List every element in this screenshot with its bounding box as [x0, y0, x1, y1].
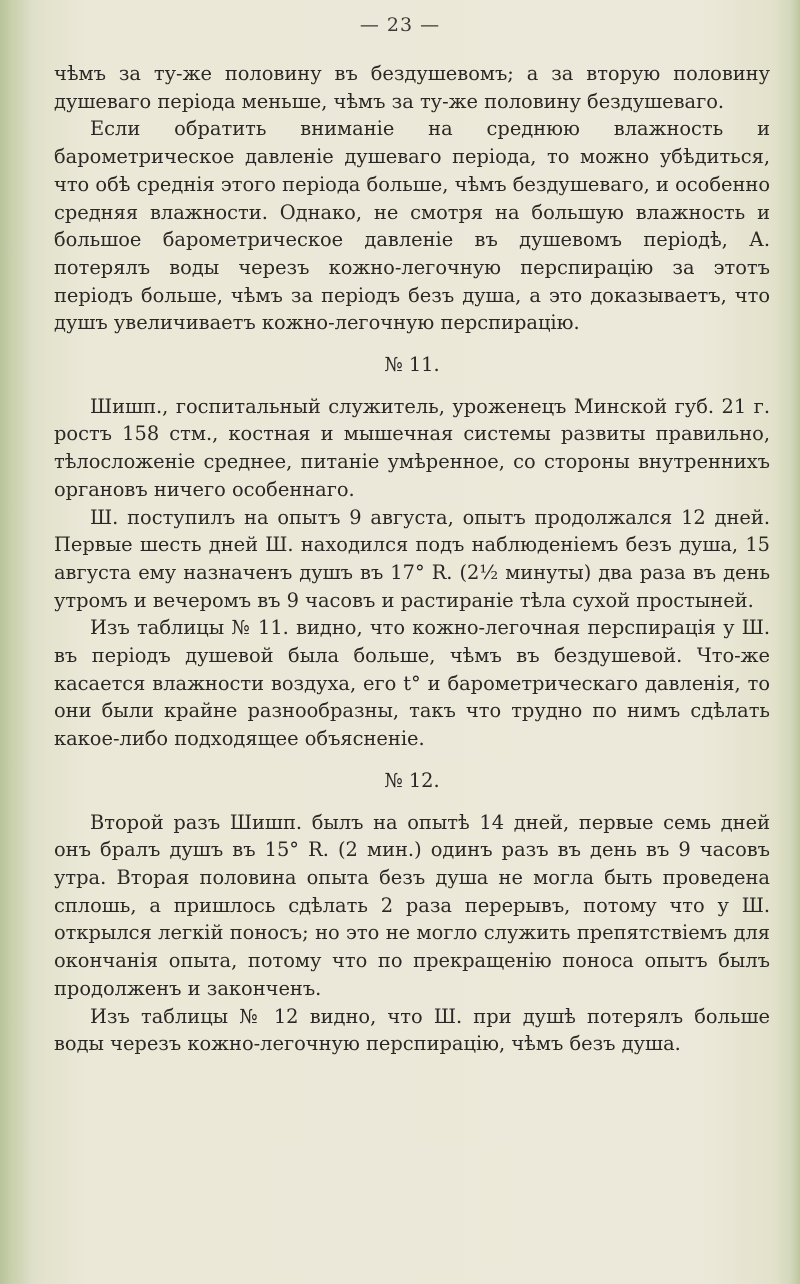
section-heading-11: № 11.: [384, 353, 440, 377]
section-heading-12: № 12.: [384, 768, 440, 792]
paragraph: Второй разъ Шишп. былъ на опытѣ 14 дней, первые семь дней онъ бралъ душъ въ 15° R. (2 мин.) одинъ разъ въ день въ 9 часовъ утра. Вторая половина опыта безъ душа не могла быть проведена сплошь, а пришлось сдѣлать 2 раза перерывъ, потому что у Ш. открылся легкій поносъ; но это не могло служить препятствіемъ для окончанія опыта, потому что по прекращенію поноса опытъ былъ продолженъ и законченъ.: [54, 810, 770, 1000]
paragraph: чѣмъ за ту-же половину въ бездушевомъ; а за вторую половину душеваго періода меньше, чѣмъ за ту-же половину бездушеваго.: [54, 62, 770, 113]
page-edge-right: [776, 0, 800, 1284]
page-edge-left: [0, 0, 30, 1284]
paragraph: Ш. поступилъ на опытъ 9 августа, опытъ продолжался 12 дней. Первые шесть дней Ш. находился подъ наблюденіемъ безъ душа, 15 августа ему назначенъ душъ въ 17° R. (2½ минуты) два раза въ день утромъ и вечеромъ въ 9 часовъ и растираніе тѣла сухой простыней.: [54, 505, 770, 612]
paragraph: Изъ таблицы № 11. видно, что кожно-легочная перспирація у Ш. въ періодъ душевой была больше, чѣмъ въ бездушевой. Что-же касается влажности воздуха, его t° и барометрическаго давленія, то они были крайне разнообразны, такъ что трудно по нимъ сдѣлать какое-либо подходящее объясненіе.: [54, 616, 770, 751]
paragraph: Если обратить вниманіе на среднюю влажность и барометрическое давленіе душеваго періода, то можно убѣдиться, что обѣ среднія этого періода больше, чѣмъ бездушеваго, и особенно средняя влажности. Однако, не смотря на большую влажность и большое барометрическое давленіе въ душевомъ періодѣ, А. потерялъ воды черезъ кожно-легочную перспирацію за этотъ періодъ больше, чѣмъ за періодъ безъ душа, а это доказываетъ, что душъ увеличиваетъ кожно-легочную перспирацію.: [54, 117, 770, 335]
paragraph: Шишп., госпитальный служитель, уроженецъ Минской губ. 21 г. ростъ 158 стм., костная и мышечная системы развиты правильно, тѣлосложеніе среднее, питаніе умѣренное, со стороны внутреннихъ органовъ ничего особеннаго.: [54, 394, 770, 501]
body-text: [54, 60, 770, 1058]
paragraph: Изъ таблицы № 12 видно, что Ш. при душѣ потерялъ больше воды черезъ кожно-легочную перспирацію, чѣмъ безъ душа.: [54, 1004, 770, 1056]
page-number: — 23 —: [359, 14, 441, 36]
